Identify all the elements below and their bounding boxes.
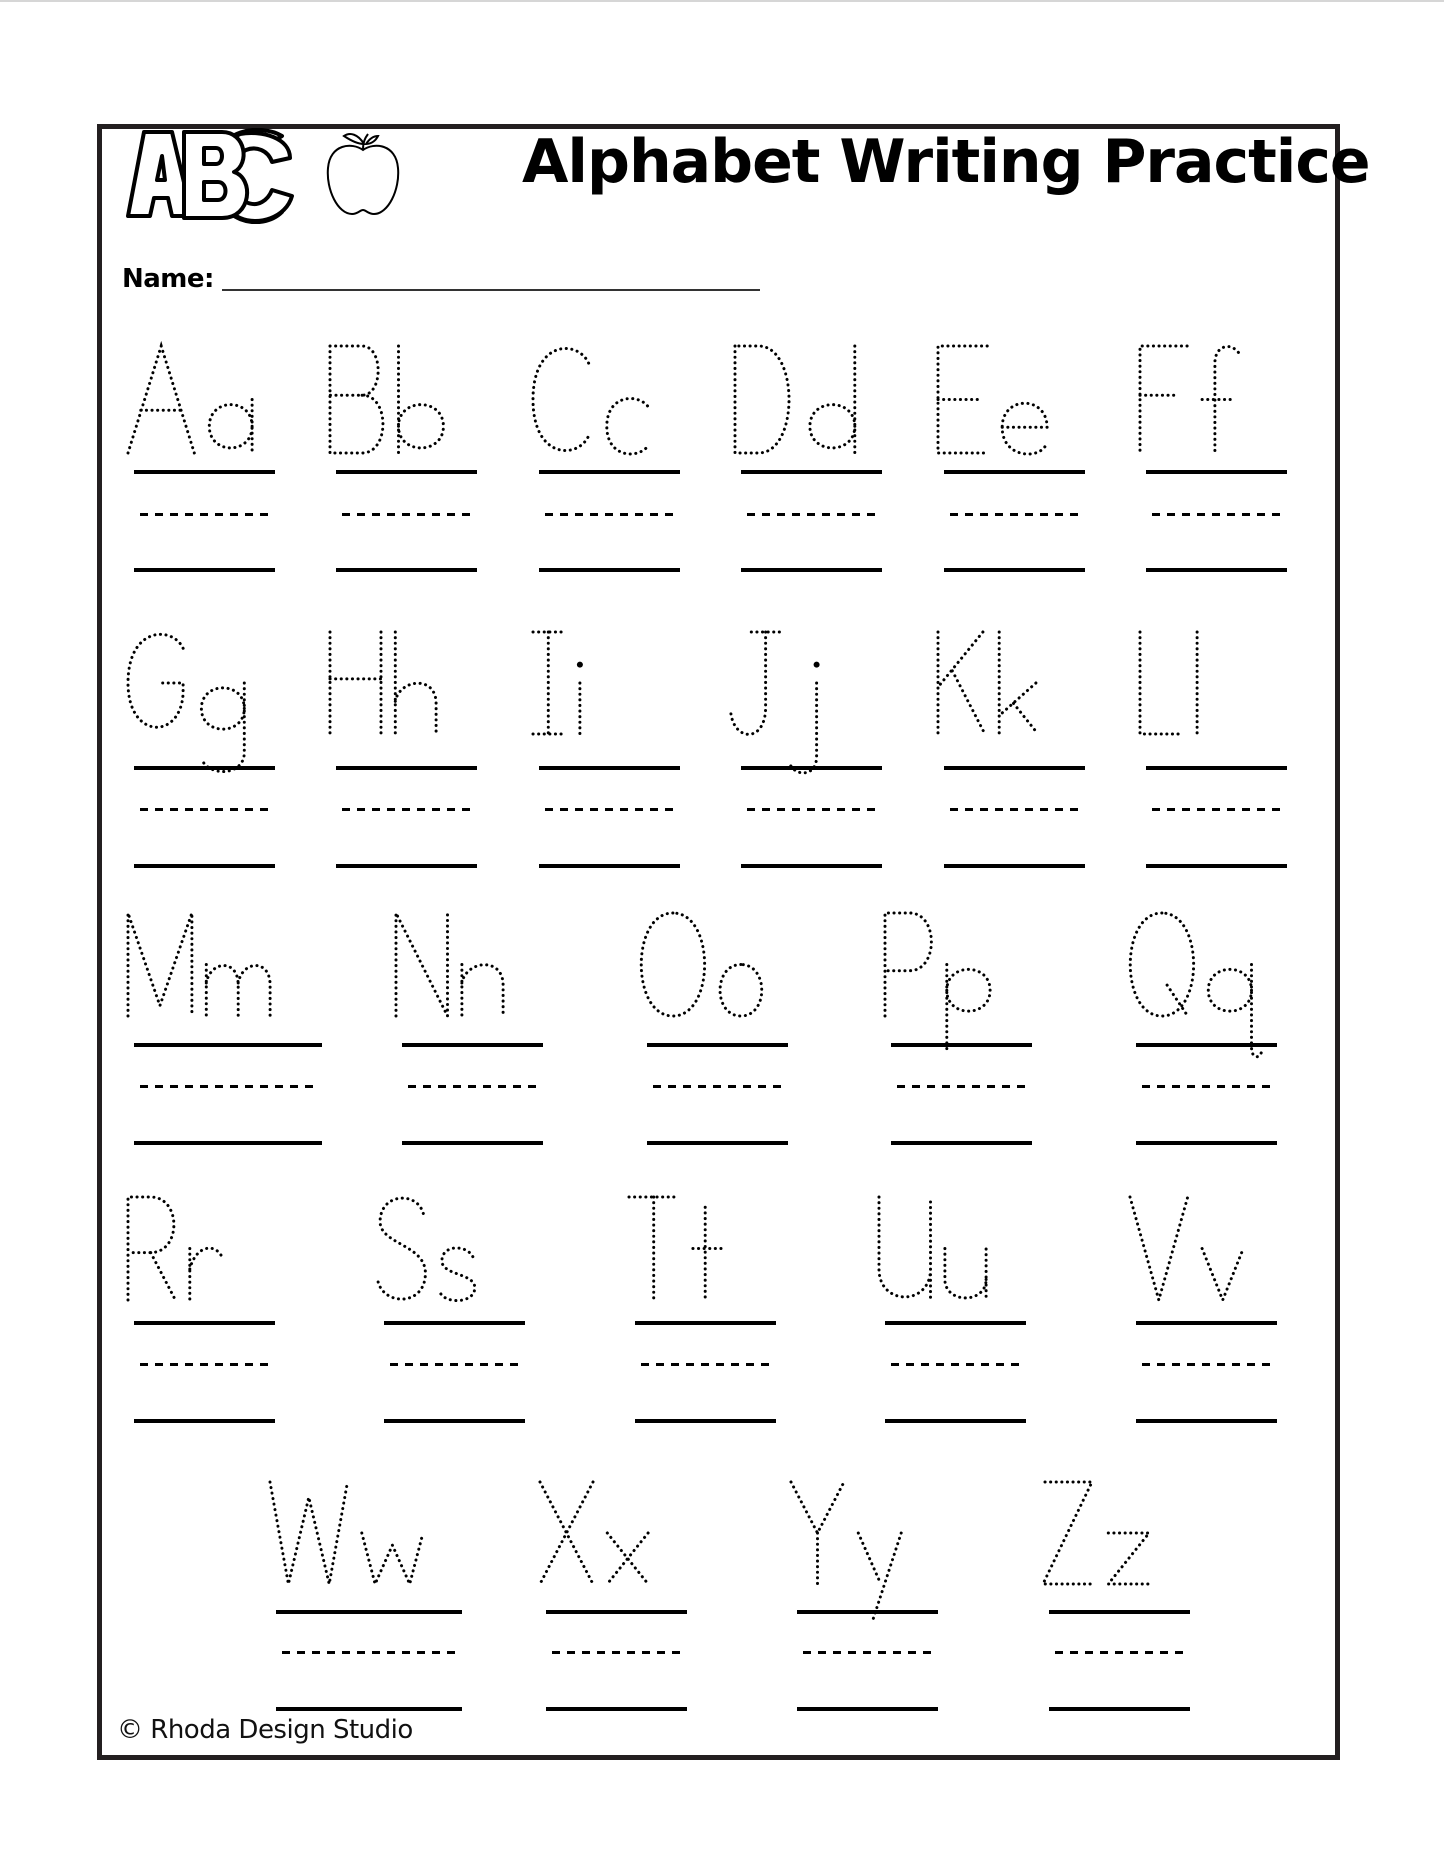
name-label: Name: <box>122 264 214 294</box>
page-title: Alphabet Writing Practice <box>522 127 1370 197</box>
copyright-footer: © Rhoda Design Studio <box>117 1715 413 1745</box>
writing-line-midline[interactable] <box>1055 1651 1184 1654</box>
writing-line-bottom[interactable] <box>1049 1707 1190 1711</box>
trace-letter-upper-Z <box>1043 1482 1094 1584</box>
writing-line-top[interactable] <box>1049 1610 1190 1614</box>
trace-letter-lower-z <box>1108 1533 1149 1584</box>
